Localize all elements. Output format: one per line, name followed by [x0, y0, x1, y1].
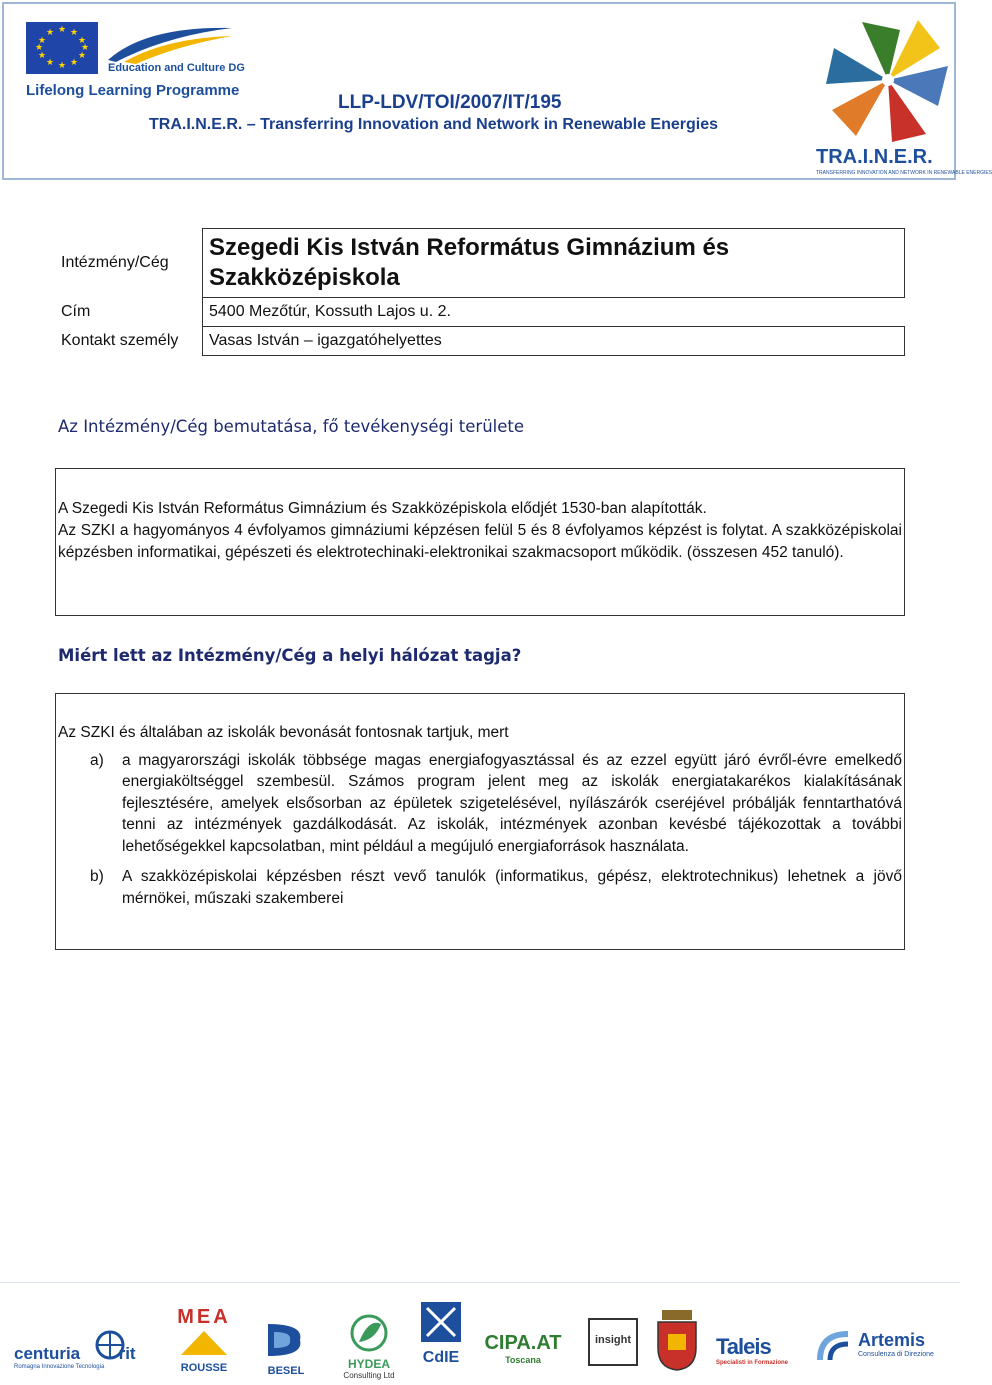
- hydea-leaf-icon: [349, 1314, 389, 1352]
- taleis-logo: Taleis Specialisti in Formazione: [716, 1334, 789, 1366]
- besel-mark-icon: [264, 1320, 308, 1360]
- org-row: [55, 229, 905, 298]
- org-name: Szegedi Kis István Református Gimnázium és Szakközépiskola: [203, 229, 905, 298]
- cipa-at-logo: CIPA.AT Toscana: [484, 1332, 562, 1365]
- insight-logo: insight: [588, 1318, 638, 1366]
- list-marker: b): [90, 868, 104, 885]
- trainer-logo-subtitle: TRANSFERRING INNOVATION AND NETWORK IN RENEWABLE ENERGIES: [816, 170, 992, 176]
- hydea-logo: HYDEA Consulting Ltd: [336, 1314, 402, 1380]
- cdie-pattern-icon: [419, 1300, 463, 1344]
- eu-flag-logo: ★ ★ ★ ★ ★ ★ ★ ★ ★ ★ ★ ★: [26, 22, 98, 74]
- contact-value: Vasas István – igazgatóhelyettes: [203, 327, 905, 356]
- intro-text: [58, 498, 902, 564]
- project-code: LLP-LDV/TOI/2007/IT/195: [338, 92, 562, 113]
- why-text: [58, 722, 902, 918]
- eac-swoosh-logo: [106, 22, 234, 66]
- centuria-rit-logo: centuria rit Romagna Innovazione Tecnologia: [14, 1344, 136, 1370]
- mea-pyramid-icon: [179, 1329, 229, 1357]
- centuria-globe-icon: [92, 1330, 128, 1360]
- contact-label: Kontakt személy: [61, 332, 179, 349]
- list-item: [58, 866, 902, 909]
- contact-row: [55, 327, 905, 356]
- coat-of-arms-icon: [654, 1308, 700, 1372]
- trainer-pinwheel-logo: [822, 14, 954, 148]
- list-marker: a): [90, 751, 104, 769]
- why-heading: Miért lett az Intézmény/Cég a helyi hálózat tagja?: [58, 646, 522, 665]
- why-list: [58, 750, 902, 910]
- address-value: 5400 Mezőtúr, Kossuth Lajos u. 2.: [203, 298, 905, 327]
- address-row: [55, 298, 905, 327]
- besel-logo: BESEL: [260, 1320, 312, 1377]
- project-title: TRA.I.N.E.R. – Transferring Innovation and Network in Renewable Energies: [149, 116, 718, 133]
- why-lead: Az SZKI és általában az iskolák bevonását fontosnak tartjuk, mert: [58, 724, 509, 741]
- list-item-text: A szakközépiskolai képzésben részt vevő tanulók (informatikus, gépész, elektrotechnikus) lehetnek a jövő mérnökei, műszaki szakemberei: [122, 868, 902, 907]
- header-banner: [2, 2, 992, 180]
- org-label: Intézmény/Cég: [61, 254, 169, 271]
- llp-text: Lifelong Learning Programme: [26, 82, 240, 99]
- artemis-arc-icon: [814, 1330, 854, 1364]
- partner-logos: [14, 1300, 946, 1380]
- artemis-logo: Artemis Consulenza di Direzione: [858, 1330, 934, 1358]
- trainer-logo-text: TRA.I.N.E.R.: [816, 146, 933, 168]
- eac-text: Education and Culture DG: [108, 62, 245, 74]
- intro-paragraph: A Szegedi Kis István Református Gimnázium és Szakközépiskola elődjét 1530-ban alapították.: [58, 500, 707, 517]
- footer-divider: [0, 1282, 960, 1283]
- cdie-logo: CdIE: [416, 1300, 466, 1367]
- mea-rousse-logo: MEA ROUSSE: [177, 1306, 231, 1374]
- address-label: Cím: [61, 303, 91, 320]
- intro-heading: Az Intézmény/Cég bemutatása, fő tevékenységi területe: [58, 417, 525, 436]
- list-item: [58, 750, 902, 858]
- institution-info-table: [55, 228, 905, 356]
- intro-paragraph: Az SZKI a hagyományos 4 évfolyamos gimnáziumi képzésen felül 5 és 8 évfolyamos képzést is folytat. A szakközépiskolai képzésben informatikai, gépészeti és elektrotechinaki-elektronikai szakmacsoport működik. (összesen 452 tanuló).: [58, 522, 902, 561]
- list-item-text: a magyarországi iskolák többsége magas energiafogyasztással és az ezzel együtt járó évről-évre emelkedő energiaköltséggel szembesül. Számos program jelent meg az iskolák energiatakarékos kialakításának fejlesztésére, amelyek elsősorban az épületek szigetelésével, nyílászárók cseréjével próbálják fenntarthatóvá tenni az intézmények gazdálkodását. Az iskolák, intézmények azonban kevésbé tájékozottak a további lehetőségekkel kapcsolatban, mint például a megújuló energiaforrások használata.: [122, 751, 902, 855]
